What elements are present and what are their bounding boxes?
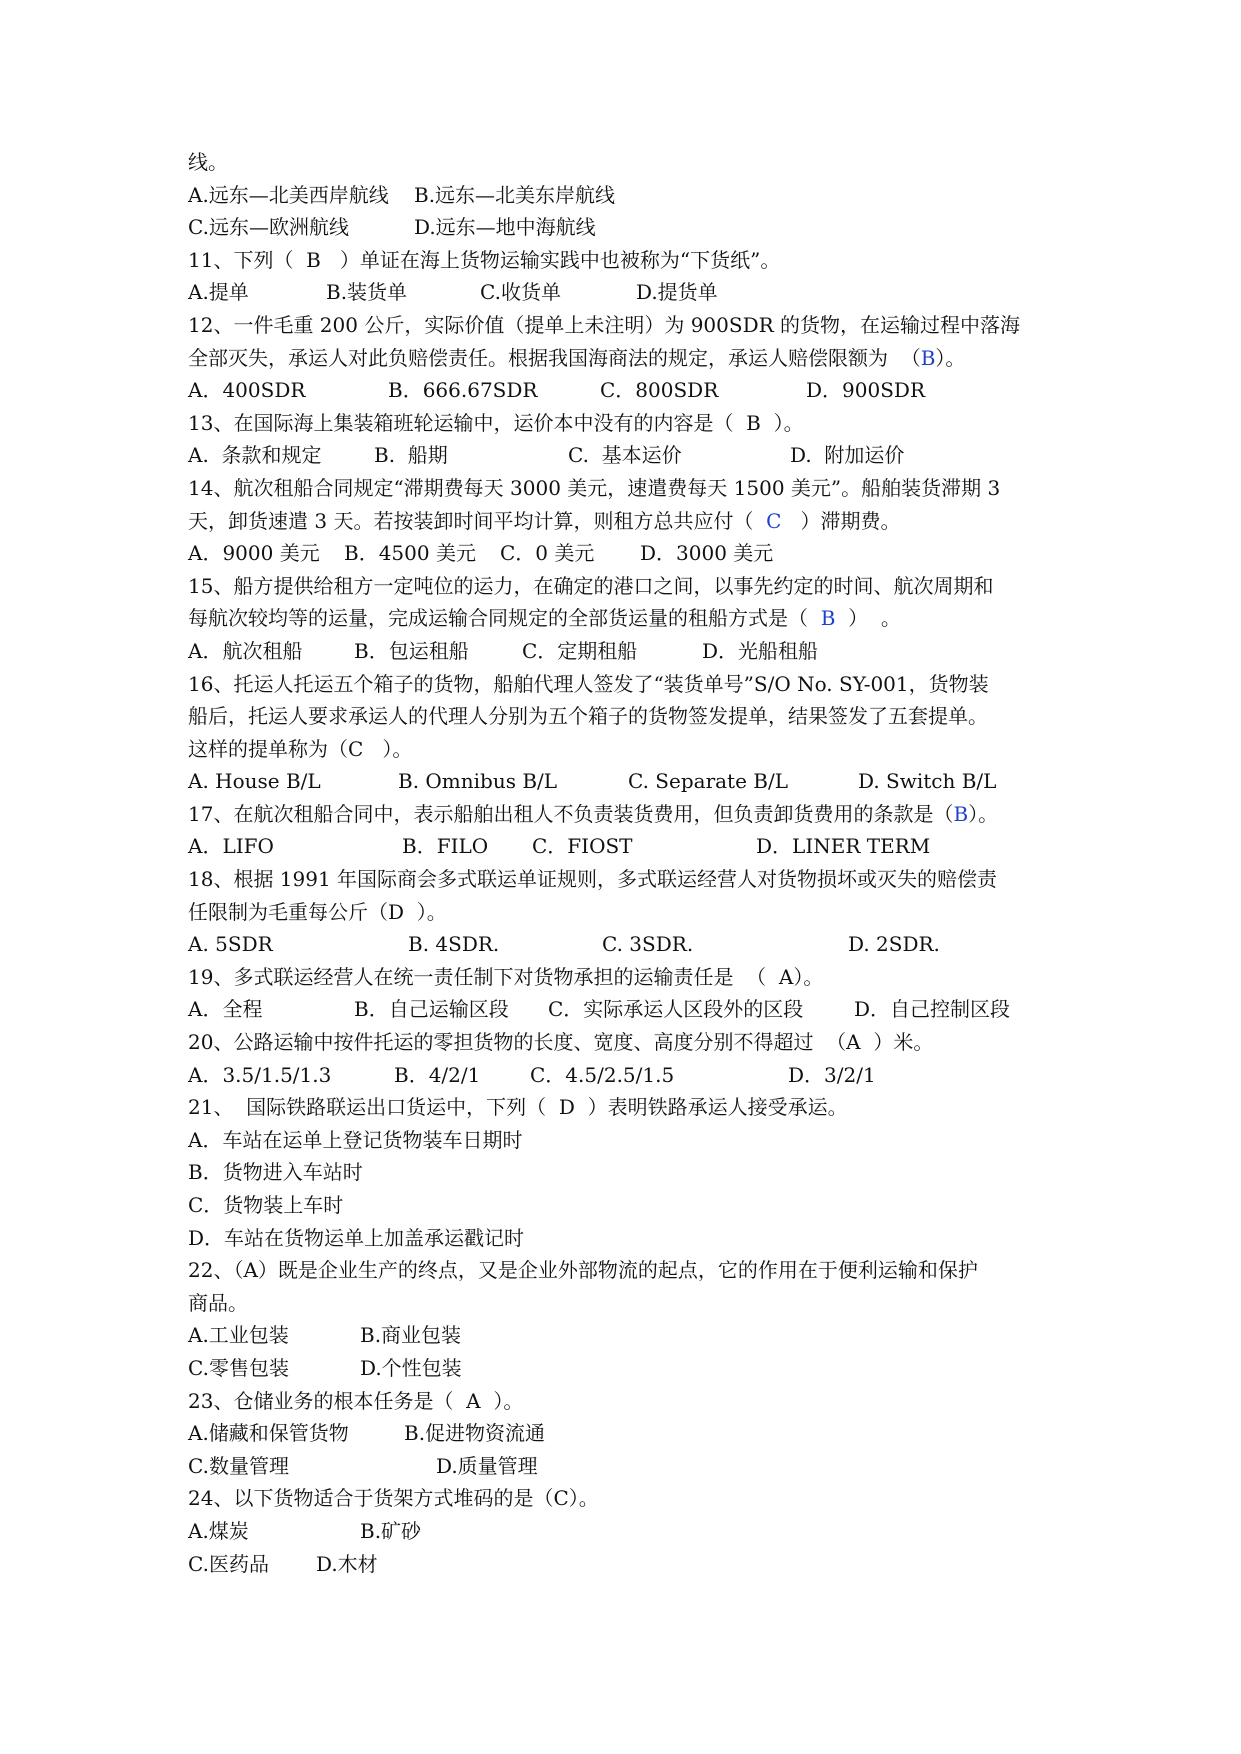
answer-mark: B	[953, 801, 969, 826]
text-line: C．货物装上车时	[188, 1193, 344, 1217]
options-line	[188, 1059, 1068, 1092]
question-24: 24、以下货物适合于货架方式堆码的是（C）。	[188, 1486, 599, 1511]
option: C.零售包装	[188, 1355, 289, 1380]
question-14: 14、航次租船合同规定“滞期费每天 3000 美元，速遣费每天 1500 美元”。船舶装货滞期 3	[188, 475, 1001, 500]
option: D.提货单	[636, 280, 718, 305]
option: B. 4SDR.	[408, 932, 500, 957]
answer-mark: C	[766, 508, 782, 533]
question-12: 12、一件毛重 200 公斤，实际价值（提单上未注明）为 900SDR 的货物，在运输过程中落海	[188, 312, 1021, 337]
text-line	[188, 342, 1068, 375]
option: C．实际承运人区段外的区段	[548, 997, 804, 1022]
question-22: 22、（A）既是企业生产的终点，又是企业外部物流的起点，它的作用在于便利运输和保护	[188, 1258, 978, 1283]
option: D.质量管理	[436, 1453, 538, 1478]
options-line	[188, 993, 1068, 1026]
option: C．800SDR	[600, 378, 719, 403]
option: C. 3SDR.	[602, 932, 694, 957]
text-line: D．车站在货物运单上加盖承运戳记时	[188, 1225, 525, 1250]
options-line	[188, 1548, 1068, 1581]
options-line	[188, 439, 1068, 472]
question-20: 20、公路运输中按件托运的零担货物的长度、宽度、高度分别不得超过 （A ）米。	[188, 1030, 934, 1055]
answer-mark: B	[820, 606, 836, 631]
options-line	[188, 211, 1068, 244]
option: C．4.5/2.5/1.5	[530, 1062, 675, 1087]
option: A．400SDR	[188, 378, 306, 403]
option: A．航次租船	[188, 638, 303, 663]
option: A. 5SDR	[188, 932, 273, 957]
option: B. 船期	[374, 443, 448, 468]
options-line	[188, 830, 1068, 863]
option: A．3.5/1.5/1.3	[188, 1062, 332, 1087]
options-line	[188, 1450, 1068, 1483]
question-17	[188, 798, 1068, 831]
text: 每航次较均等的运量，完成运输合同规定的全部货运量的租船方式是（	[188, 606, 821, 631]
option: B. Omnibus B/L	[398, 769, 558, 794]
option: B.远东—北美东岸航线	[414, 182, 616, 207]
answer-mark: B	[920, 345, 936, 370]
option: D．3/2/1	[788, 1062, 876, 1087]
option: B.促进物资流通	[404, 1421, 546, 1446]
question-13: 13、在国际海上集装箱班轮运输中，运价本中没有的内容是（ B ）。	[188, 410, 804, 435]
option: B．FILO	[402, 834, 489, 859]
option: C.远东—欧洲航线	[188, 215, 349, 240]
option: D．3000 美元	[640, 541, 774, 566]
document-page	[188, 146, 1068, 1580]
option: D.个性包装	[360, 1355, 462, 1380]
question-16: 16、托运人托运五个箱子的货物，船舶代理人签发了“装货单号”S/O No. SY-001，货物装	[188, 671, 989, 696]
option: A．LIFO	[188, 834, 274, 859]
options-line	[188, 537, 1068, 570]
option: D. 2SDR.	[848, 932, 940, 957]
options-line	[188, 179, 1068, 212]
option: B.矿砂	[360, 1518, 422, 1543]
text: ）。	[968, 801, 999, 826]
option: B．包运租船	[354, 638, 469, 663]
option: C.医药品	[188, 1551, 269, 1576]
option: B.商业包装	[360, 1323, 462, 1348]
option: A．全程	[188, 997, 263, 1022]
option: A. 条款和规定	[188, 443, 322, 468]
option: C．0 美元	[500, 541, 595, 566]
option: C．FIOST	[532, 834, 633, 859]
text-line: A．车站在运单上登记货物装车日期时	[188, 1127, 523, 1152]
text-line: 这样的提单称为（C ）。	[188, 736, 413, 761]
option: D.远东—地中海航线	[414, 215, 596, 240]
text: 17、在航次租船合同中，表示船舶出租人不负责装货费用，但负责卸货费用的条款是（	[188, 801, 954, 826]
options-line	[188, 928, 1068, 961]
text-line	[188, 602, 1068, 635]
text-line: 商品。	[188, 1290, 248, 1315]
options-line	[188, 635, 1068, 668]
option: D.木材	[316, 1551, 378, 1576]
option: A.工业包装	[188, 1323, 289, 1348]
question-23: 23、仓储业务的根本任务是（ A ）。	[188, 1388, 524, 1413]
options-line	[188, 1352, 1068, 1385]
question-19: 19、多式联运经营人在统一责任制下对货物承担的运输责任是 （ A）。	[188, 964, 824, 989]
options-line	[188, 1417, 1068, 1450]
text: ） 。	[835, 606, 901, 631]
text: ）。	[935, 345, 966, 370]
text: ）滞期费。	[781, 508, 901, 533]
question-11: 11、下列（ B ）单证在海上货物运输实践中也被称为“下货纸”。	[188, 247, 781, 272]
option: A.远东—北美西岸航线	[188, 182, 389, 207]
text: 全部灭失，承运人对此负赔偿责任。根据我国海商法的规定，承运人赔偿限额为 （	[188, 345, 921, 370]
text: 天，卸货速遣 3 天。若按装卸时间平均计算，则租方总共应付（	[188, 508, 767, 533]
question-18: 18、根据 1991 年国际商会多式联运单证规则，多式联运经营人对货物损坏或灭失的赔偿责	[188, 867, 998, 892]
option: A.提单	[188, 280, 249, 305]
text-line: 船后，托运人要求承运人的代理人分别为五个箱子的货物签发提单，结果签发了五套提单。	[188, 704, 988, 729]
option: D．900SDR	[806, 378, 926, 403]
option: B．自己运输区段	[354, 997, 509, 1022]
text-line	[188, 505, 1068, 538]
option: A．9000 美元	[188, 541, 320, 566]
option: C.收货单	[480, 280, 561, 305]
option: D. 附加运价	[790, 443, 905, 468]
option: C.数量管理	[188, 1453, 289, 1478]
options-line	[188, 1515, 1068, 1548]
text-line: B．货物进入车站时	[188, 1160, 363, 1185]
option: D. Switch B/L	[858, 769, 997, 794]
option: D．自己控制区段	[854, 997, 1011, 1022]
option: A. House B/L	[188, 769, 321, 794]
option: B．666.67SDR	[388, 378, 538, 403]
options-line	[188, 1319, 1068, 1352]
option: C. 基本运价	[568, 443, 682, 468]
option: D．LINER TERM	[756, 834, 931, 859]
option: B.装货单	[326, 280, 408, 305]
option: A.煤炭	[188, 1518, 249, 1543]
text-line: 线。	[188, 150, 228, 174]
options-line	[188, 374, 1068, 407]
options-line	[188, 765, 1068, 798]
question-21: 21、 国际铁路联运出口货运中，下列（ D ）表明铁路承运人接受承运。	[188, 1095, 848, 1120]
text-line: 任限制为毛重每公斤（D ）。	[188, 899, 447, 924]
option: A.储藏和保管货物	[188, 1421, 349, 1446]
option: C. Separate B/L	[628, 769, 788, 794]
question-15: 15、船方提供给租方一定吨位的运力，在确定的港口之间，以事先约定的时间、航次周期和	[188, 573, 994, 598]
options-line	[188, 276, 1068, 309]
option: B．4500 美元	[344, 541, 476, 566]
option: D．光船租船	[702, 638, 819, 663]
option: B．4/2/1	[394, 1062, 481, 1087]
option: C．定期租船	[522, 638, 638, 663]
